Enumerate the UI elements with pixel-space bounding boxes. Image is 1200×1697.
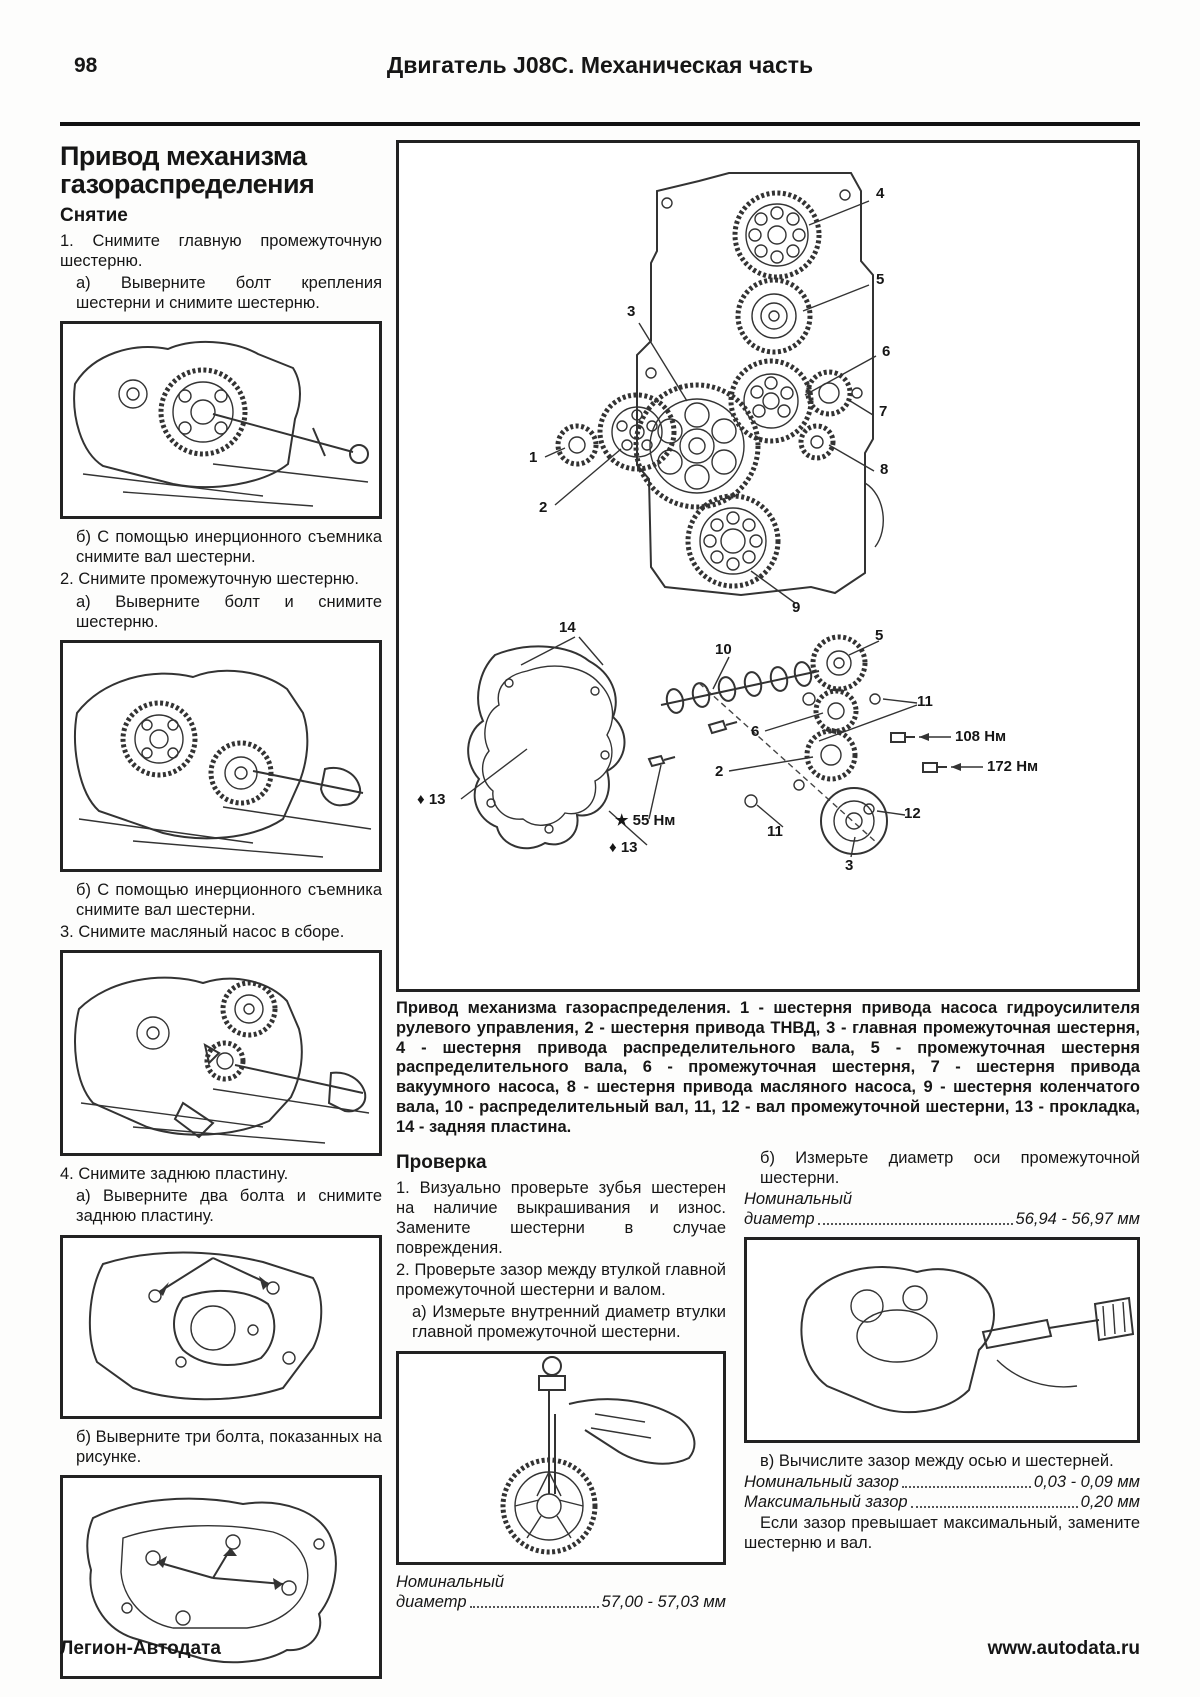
- page-header: [60, 48, 1140, 86]
- page-title: Двигатель J08C. Механическая часть: [386, 52, 814, 78]
- dot-leader: [911, 1506, 1078, 1508]
- callout-13a: ♦ 13: [417, 791, 446, 808]
- callout-11a: 11: [917, 693, 933, 710]
- gear-train-drawing: [399, 143, 1137, 989]
- callout-5: 5: [876, 271, 885, 288]
- page-number: 98: [74, 54, 98, 77]
- spec-inner-diameter: Номинальный: [396, 1572, 505, 1591]
- spec-max-clearance: Максимальный зазор 0,20 мм: [744, 1492, 1140, 1511]
- dot-leader: [470, 1606, 599, 1608]
- callout-2b: 2: [715, 763, 724, 780]
- callout-9: 9: [792, 599, 801, 616]
- callout-12: 12: [904, 805, 921, 822]
- callout-7: 7: [879, 403, 888, 420]
- callout-11b: 11: [767, 823, 783, 840]
- callout-2: 2: [539, 499, 548, 516]
- illustration-remove-oil-pump: [60, 950, 382, 1156]
- callout-3: 3: [627, 303, 636, 320]
- illustration-remove-idler-gear-shaft: [60, 640, 382, 872]
- illustration-bore-gauge: [396, 1351, 726, 1565]
- right-area: [396, 140, 1140, 1687]
- removal-subheading: Снятие: [60, 204, 128, 226]
- callout-6: 6: [882, 343, 891, 360]
- gear-train-figure: [396, 140, 1140, 992]
- inspection-step-2: 2. Проверьте зазор между втулкой главной промежуточной шестерни и валом.: [396, 1261, 726, 1300]
- callout-13b: ♦ 13: [609, 839, 638, 856]
- inspection-note: Если зазор превышает максимальный, замените шестерню и вал.: [744, 1513, 1140, 1553]
- callout-10: 10: [715, 641, 732, 658]
- callout-6b: 6: [751, 723, 760, 740]
- inspection-step-2a: а) Измерьте внутренний диаметр втулки главной промежуточной шестерни.: [412, 1303, 726, 1342]
- step-1b: б) С помощью инерционного съемника снимите вал шестерни.: [76, 528, 382, 567]
- step-2: 2. Снимите промежуточную шестерню.: [60, 570, 359, 589]
- spec-nominal-clearance: Номинальный зазор 0,03 - 0,09 мм: [744, 1472, 1140, 1491]
- illustration-remove-rear-plate: [60, 1235, 382, 1419]
- illustration-micrometer: [744, 1237, 1140, 1443]
- torque-108nm: 108 Нм: [955, 728, 1007, 745]
- step-3: 3. Снимите масляный насос в сборе.: [60, 923, 345, 942]
- step-4a: а) Выверните два болта и снимите заднюю пластину.: [76, 1187, 382, 1226]
- step-4: 4. Снимите заднюю пластину.: [60, 1165, 289, 1184]
- inspection-step-2b: б) Измерьте диаметр оси промежуточной шестерни.: [760, 1148, 1140, 1187]
- inspection-column: [396, 1148, 726, 1613]
- step-4b: б) Выверните три болта, показанных на рисунке.: [76, 1427, 382, 1466]
- spec-shaft-diameter-value: диаметр 56,94 - 56,97 мм: [744, 1209, 1140, 1228]
- inspection-heading: Проверка: [396, 1151, 487, 1173]
- page-footer: [60, 1638, 1140, 1660]
- step-2a: а) Выверните болт и снимите шестерню.: [76, 592, 382, 631]
- header-rule: [60, 122, 1140, 126]
- inspection-step-2c: в) Вычислите зазор между осью и шестерней.: [760, 1451, 1114, 1470]
- illustration-remove-main-idler-gear: [60, 321, 382, 519]
- website-url: www.autodata.ru: [987, 1638, 1140, 1659]
- callout-4: 4: [876, 185, 885, 202]
- inspection-step-1: 1. Визуально проверьте зубья шестерен на наличие выкрашивания и износ. Замените шестерни в случае повреждения.: [396, 1178, 726, 1257]
- figure-caption: Привод механизма газораспределения. 1 - шестерня привода насоса гидроусилителя рулевого управления, 2 - шестерня привода ТНВД, 3 - главная промежуточная шестерня, 4 - шестерня привода распределительного вала, 5 - промежуточная шестерня распределительного вала, 6 - промежуточная шестерня, 7 - шестерня привода вакуумного насоса, 8 - шестерня привода масляного насоса, 9 - шестерня коленчатого вала, 10 - распределительный вал, 11, 12 - вал промежуточной шестерни, 13 - прокладка, 14 - задняя пластина.: [396, 999, 1140, 1136]
- spec-inner-diameter-value: диаметр 57,00 - 57,03 мм: [396, 1592, 726, 1611]
- step-1a: а) Выверните болт крепления шестерни и снимите шестерню.: [76, 273, 382, 313]
- callout-3b: 3: [845, 857, 854, 874]
- measure-column: [744, 1148, 1140, 1613]
- dot-leader: [902, 1486, 1031, 1488]
- torque-172nm: 172 Нм: [987, 758, 1039, 775]
- section-heading: Привод механизма газораспределения: [60, 141, 315, 200]
- callout-14: 14: [559, 619, 576, 636]
- callout-8: 8: [880, 461, 889, 478]
- callout-5b: 5: [875, 627, 884, 644]
- step-2b: б) С помощью инерционного съемника снимите вал шестерни.: [76, 880, 382, 919]
- dot-leader: [818, 1223, 1013, 1225]
- callout-1: 1: [529, 449, 538, 466]
- torque-55nm: ★ 55 Нм: [615, 812, 676, 829]
- publisher-name: Легион-Автодата: [60, 1638, 221, 1659]
- left-column: [60, 140, 382, 1687]
- spec-shaft-diameter: Номинальный: [744, 1189, 853, 1208]
- step-1: 1. Снимите главную промежуточную шестерню.: [60, 231, 382, 270]
